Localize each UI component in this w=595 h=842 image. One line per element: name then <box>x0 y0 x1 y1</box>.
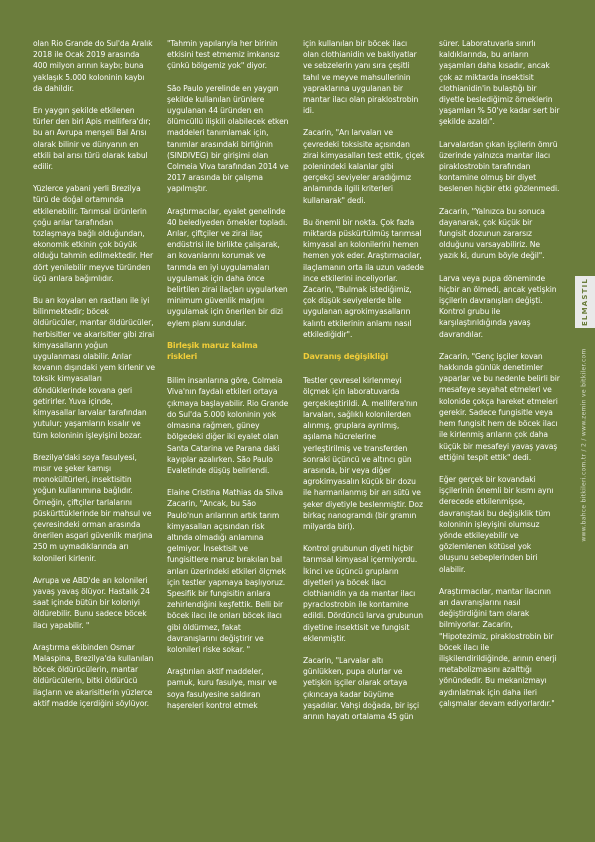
paragraph: olan Rio Grande do Sul'da Aralık 2018 ile Ocak 2019 arasında 400 milyon arının kaybı; buna yaklaşık 5.000 koloninin kaybı da dahildir. <box>33 39 153 93</box>
paragraph: Araştırmacılar, mantar ilacının arı davranışlarını nasıl değiştirdiğini tam olarak bilmiyorlar. Zacarin, "Hipotezimiz, piraklostrobin bir böcek ilacı ile ilişkilendirildiğinde, arının enerji metabolizmasını azalttığı yönündedir. Bu mekanizmayı aydınlatmak için daha ileri çalışmalar devam ediyorlardır." <box>439 586 557 708</box>
paragraph: Bilim insanlarına göre, Colmeia Viva'nın faydalı etkileri ortaya çıkmaya başlayabilir. Rio Grande do Sul'da 5.000 koloninin yok olmasına rağmen, güney bölgedeki diğer iki eyalet olan Santa Catarina ve Parana daki kayıplar azalırken. São Paulo Evaletinde düşüş belirlendi. <box>167 376 289 475</box>
paragraph: Zacarin, "Yalnızca bu sonuca dayanarak, çok küçük bir fungisit dozunun zararsız olduğunu varsayabiliriz. Ne yazık ki, durum böyle değil". <box>439 206 545 261</box>
paragraph: Elaine Cristina Mathias da Silva Zacarin, "Ancak, bu São Paulo'nun arılarının artık tarım kimyasalları açısından risk altında olmadığı anlamına gelmiyor. İnsektisit ve fungisitlere maruz bırakılan bal arıları üzerindeki etkileri ölçmek için testler yapmaya başlıyoruz. Spesifik bir fungisitin arılara zehirlendiğini keşfettik. Belli bir böcek ilacı ile onları böcek ilacı gibi öldürmez, fakat davranışlarını değiştirir ve kolonileri riske sokar. " <box>167 488 286 654</box>
section-heading: Davranış değişikliği <box>303 352 388 362</box>
paragraph: Araştırılan aktif maddeler, pamuk, kuru fasulye, mısır ve soya fasulyesine saldıran haşereleri kontrol etmek <box>167 667 277 710</box>
paragraph: Bu önemli bir nokta. Çok fazla miktarda püskürtülmüş tarımsal kimyasal arı kolonilerini hemen hemen yok eder. Araştırmacılar, ilaçlamanın orta ila uzun vadede ince etkilerini inceliyorlar. Zacarin, "Bulmak istediğimiz, çok düşük seviyelerde bile uygulanan agrokimyasalların kalıntı etkilerinin anlamı nasıl etkilediğidir". <box>303 217 424 339</box>
paragraph: Araştırma ekibinden Osmar Malaspina, Brezilya'da kullanılan böcek öldürücülerin, mantar öldürücülerin, bitki öldürücü ilaçların ve akarisitlerin yüzlerce aktif madde içerdiğini söylüyor. <box>33 642 154 708</box>
paragraph: Testler çevresel kirlenmeyi ölçmek için laboratuvarda gerçekleştirildi. A. mellifera'nın larvaları, sağlıklı kolonilerden alınmış, gruplara ayrılmış, aşılama hücrelerine yerleştirilmiş ve transferden sonraki üçüncü ve altıncı gün arasında, bir veya diğer agrokimyasalın küçük bir dozu ile harmanlanmış bir arı sütü ve şeker diyetiyle beslenmiştir. Doz birkaç nanogramdı (bir gramın milyarda biri). <box>303 376 423 531</box>
paragraph: São Paulo yerelinde en yaygın şekilde kullanılan ürünlere uygulanan 44 üründen en ölümcüllü ilişkili olabilecek etken maddeleri tanımlamak için, tanımlar arasındaki birliğinin (SINDIVEG) bir girişimi olan Colmeia Viva tarafından 2014 ve 2017 arasında bir çalışma yapılmıştır. <box>167 83 289 194</box>
paragraph: için kullanılan bir böcek ilacı olan clothianidin ve bakliyatlar ve sebzelerin yanı sıra çeşitli tahıl ve meyve mahsullerinin yapraklarına uygulanan bir mantar ilacı olan piraklostrobin idi. <box>303 39 419 116</box>
paragraph: Zacarin, "Genç işçiler kovan hakkında günlük denetimler yaparlar ve bu nedenle belirli bir mesafeye seyahat etmeleri ve kolonide çokça hareket etmeleri gerekir. Sadece fungisitle veya hem fungisit hem de böcek ilacı ile kirlenmiş arıların çok daha küçük bir mesafeyi yavaş yavaş ettiğini tespit ettik" dedi. <box>439 351 560 462</box>
section-tab-label: ELMASTIL <box>581 277 589 327</box>
text-column-4 <box>439 38 561 720</box>
paragraph: Eğer gerçek bir kovandaki işçilerinin önemli bir kısmı aynı derecede etkilenmişse, davranıştaki bu değişiklik tüm koloninin işleyişini olumsuz yönde etkileyebilir ve gözlemlenen kötüsel yok oluşunu sebeplerinden biri olabilir. <box>439 474 554 574</box>
text-column-3 <box>303 38 425 733</box>
vertical-footer-text: www.bahce bitkileri.com.tr / 2 / www.zemin ve bitkiler.com <box>580 348 588 542</box>
text-column-2 <box>167 38 289 722</box>
section-heading: Birleşik maruz kalma riskleri <box>167 340 258 362</box>
paragraph: En yaygın şekilde etkilenen türler den biri Apis mellifera'dır; bu arı Avrupa menşeli Bal Arısı olarak bilinir ve dünyanın en etkili bal arısı türü olarak kabul edilir. <box>33 106 151 172</box>
paragraph: Zacarin, "Arı larvaları ve çevredeki toksisite açısından zirai kimyasalları test ettik, çiçek polenindeki kalanlar gibi gerçekçi seviyeler aradığımız anlamında ilgili kriterleri kullanarak" dedi. <box>303 128 425 205</box>
vertical-footer <box>579 335 589 555</box>
paragraph: Larva veya pupa döneminde hiçbir an ölmedi, ancak yetişkin işçilerin davranışları değişti. Kontrol grubu ile karşılaştırıldığında yavaş davrandılar. <box>439 273 557 339</box>
paragraph: Larvalardan çıkan işçilerin ömrü üzerinde yalnızca mantar ilacı piraklostrobin tarafından kontamine olmuş bir diyet beslenen hiçbir etki gözlenmedi. <box>439 139 560 194</box>
paragraph: sürer. Laboratuvarla sınırlı kaldıklarında, bu arıların yaşamları daha kısadır, ancak çok az miktarda insektisit clothianidin'in bulaştığı bir diyetle beslediğimiz örneklerin yaşamları % 50'ye kadar sert bir şekilde azaldı". <box>439 39 560 127</box>
paragraph: Zacarin, "Larvalar altı günlükken, pupa olurlar ve yetişkin işçiler olarak ortaya çıkıncaya kadar büyüme yaşadılar. Vahşi doğada, bir işçi arının hayatı ortalama 45 gün <box>303 655 420 721</box>
section-tab <box>575 276 595 328</box>
paragraph: "Tahmin yapılarıyla her birinin etkisini test etmemiz imkansız çünkü bölgemiz yok" diyor. <box>167 39 280 71</box>
text-column-1 <box>33 38 155 720</box>
paragraph: Brezilya'daki soya fasulyesi, mısır ve şeker kamışı monokültürleri, insektisitin yoğun kullanımına bağlıdır. Örneğin, çiftçiler tarlalarını püskürttüklerinde bir mahsul ve çevresindeki orman arasında önerilen asgari güvenlik marjına 250 m uymadıklarında arı kolonileri kirlenir. <box>33 452 153 563</box>
paragraph: Araştırmacılar, eyalet genelinde 40 belediyeden örnekler topladı. Arılar, çiftçiler ve zirai ilaç endüstrisi ile birlikte çalışarak, arı kovanlarını korumak ve tarımda en iyi uygulamaları uygulamak için daha önce belirtilen zirai ilaçları uygularken minimum güvenlik marjını uygulamak için önerilen bir dizi eylem planı sundular. <box>167 206 288 328</box>
paragraph: Avrupa ve ABD'de arı kolonileri yavaş yavaş ölüyor. Hastalık 24 saat içinde bütün bir koloniyi öldürebilir. Bunu sadece böcek ilacı yapabilir. " <box>33 575 150 630</box>
paragraph: Bu arı koyaları en rastlanı ile iyi bilinmektedir; böcek öldürücüler, mantar öldürücüler, herbisitler ve akarisitler gibi zirai kimyasalların yoğun uygulanması olabilir. Arılar kovanın dışındaki yem kirlenir ve toksik kimyasalları döndüklerinde kovana geri getirirler. Yuva içinde, kimyasallar larvalar tarafından yutulur; yaşamların kısalır ve tüm koloninin işleyişini bozar. <box>33 296 155 440</box>
paragraph: Kontrol grubunun diyeti hiçbir tarımsal kimyasal içermiyordu. İkinci ve üçüncü grupların diyetleri ya böcek ilacı clothianidin ya da mantar ilacı pyraclostrobin ile kontamine edildi. Dördüncü larva grubunun diyetine insektisit ve fungisit eklenmiştir. <box>303 544 423 643</box>
paragraph: Yüzlerce yabani yerli Brezilya türü de doğal ortamında etkilenebilir. Tarımsal ürünlerin çoğu arılar tarafından tozlaşmaya bağlı olduğundan, ekonomik etkinin çok büyük olduğu tahmin edilmektedir. Her dört yenilebilir meyve türünden üçü arılara bağımlıdır. <box>33 184 154 283</box>
